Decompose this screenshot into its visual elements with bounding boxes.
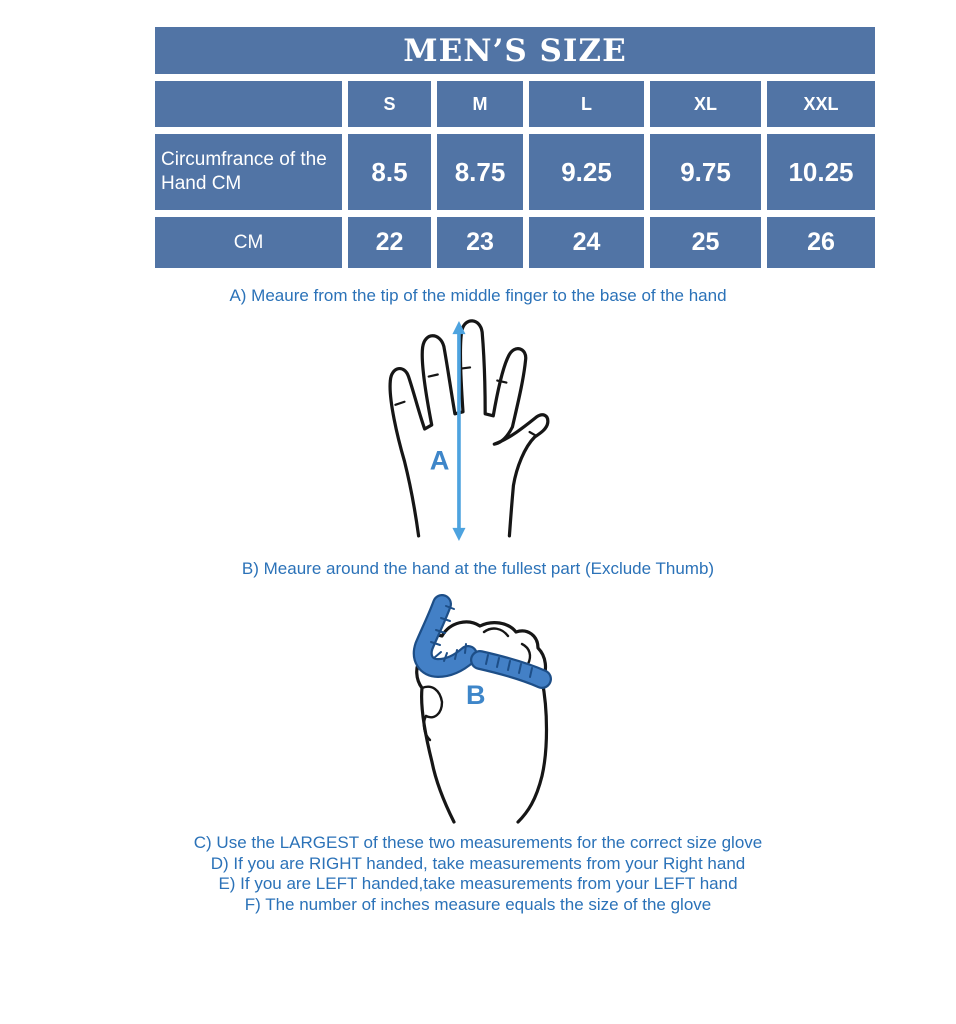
circumference-value-s: 8.5 <box>348 134 431 210</box>
row-label-circumference: Circumfrance of the Hand CM <box>155 134 342 210</box>
size-header-m: M <box>437 81 523 127</box>
circumference-value-l: 9.25 <box>529 134 644 210</box>
hand-outline <box>390 321 548 536</box>
size-header-l: L <box>529 81 644 127</box>
cm-value-xxl: 26 <box>767 217 875 268</box>
cm-value-l: 24 <box>529 217 644 268</box>
cm-value-s: 22 <box>348 217 431 268</box>
figure-b-label: B <box>466 680 486 710</box>
table-corner-cell <box>155 81 342 127</box>
figure-a-label: A <box>429 444 450 476</box>
instruction-b: B) Meaure around the hand at the fullest part (Exclude Thumb) <box>241 559 715 578</box>
cm-value-xl: 25 <box>650 217 761 268</box>
instruction-a: A) Meaure from the tip of the middle finger to the base of the hand <box>229 286 727 305</box>
instruction-d: D) If you are RIGHT handed, take measurements from your Right hand <box>210 853 746 873</box>
instruction-notes <box>0 833 956 915</box>
size-header-s: S <box>348 81 431 127</box>
row-label-cm: CM <box>155 217 342 268</box>
circumference-value-m: 8.75 <box>437 134 523 210</box>
table-title: MEN’S SIZE <box>155 27 875 74</box>
size-table <box>155 27 875 268</box>
circumference-value-xxl: 10.25 <box>767 134 875 210</box>
instruction-f: F) The number of inches measure equals the size of the glove <box>244 894 712 914</box>
fist-tape-illustration <box>396 592 564 830</box>
circumference-value-xl: 9.75 <box>650 134 761 210</box>
size-header-xxl: XXL <box>767 81 875 127</box>
cm-value-m: 23 <box>437 217 523 268</box>
instruction-e: E) If you are LEFT handed,take measurements from your LEFT hand <box>218 874 738 894</box>
open-hand-illustration <box>373 316 555 546</box>
size-header-xl: XL <box>650 81 761 127</box>
instruction-c: C) Use the LARGEST of these two measurements for the correct size glove <box>193 833 763 852</box>
